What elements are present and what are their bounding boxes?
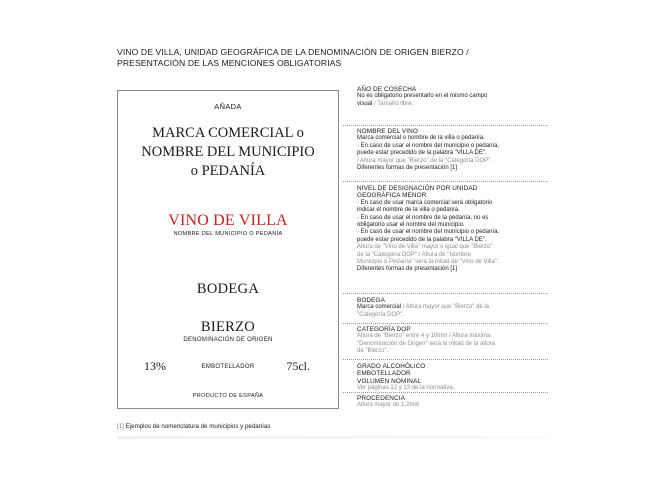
page-title-line-2: PRESENTACIÓN DE LAS MENCIONES OBLIGATORIAS (117, 58, 342, 68)
note-text: Diferentes formas de presentación [1] (357, 266, 458, 273)
note-text: · En caso de usar el nombre de la pedanía, no es (357, 214, 489, 221)
label-brand-line-1: MARCA COMERCIAL o (152, 125, 304, 141)
label-volume: 75cl. (286, 359, 310, 373)
note-spec: / Altura mayor que "Bierzo" de la (402, 304, 489, 311)
note-text: · En caso de usar el nombre del municipio o pedanía, (357, 142, 500, 149)
note-spec: Altura de "Vino de Villa" mayor o igual que "Bierzo" (357, 244, 493, 251)
note-spec: de "Bierzo". (357, 348, 389, 355)
note-text: obligatorio usar el nombre del municipio. (357, 222, 465, 229)
note-spec: / Altura mayor que "Bierzo" de la "Categoría DOP". (357, 157, 492, 164)
note-heading: GRADO ALCOHÓLICO (357, 363, 426, 370)
note-text: indicar el nombre de la villa o pedanía. (357, 207, 460, 214)
note-heading: VOLUMEN NOMINAL (357, 377, 421, 385)
note-text: · En caso de usar el nombre del municipio o pedanía, (357, 229, 500, 236)
page-title-line-1: VINO DE VILLA, UNIDAD GEOGRÁFICA DE LA DENOMINACIÓN DE ORIGEN BIERZO / (117, 47, 469, 57)
note-spec: "Denominación de Origen" será la mitad de la altura (357, 340, 495, 347)
label-alcohol: 13% (144, 359, 166, 373)
note-heading: CATEGORÍA DOP (357, 326, 411, 333)
note-text: visual (357, 100, 375, 107)
note-heading: NIVEL DE DESIGNACIÓN POR UNIDAD (357, 185, 478, 192)
label-brand-name (118, 124, 338, 181)
label-bierzo: BIERZO (200, 319, 256, 335)
label-vino-de-villa: VINO DE VILLA (168, 212, 288, 229)
note-procedencia (343, 393, 548, 415)
note-spec: de la "Categoría DOP" / Altura de "Nombre (357, 251, 471, 258)
page-title (117, 47, 537, 69)
note-text: puede estar precedido de la palabra "VILLA DE". (357, 236, 487, 243)
note-spec: Municipio o Pedanía" será la mitad de "Vino de Villa". (357, 259, 499, 266)
note-grado-alcoholico (343, 360, 548, 393)
note-spec: Ver páginas 12 y 13 de la normativa. (357, 385, 455, 392)
footnote-mark: [1] (117, 423, 124, 430)
note-text: · En caso de usar marca comercial será obligatorio (357, 199, 493, 206)
note-spec: Altura mayor de 1,2mm (357, 402, 420, 409)
label-municipio-subtitle: NOMBRE DEL MUNICIPIO O PEDANÍA (173, 231, 283, 237)
note-heading: NOMBRE DEL VINO (357, 128, 418, 135)
label-producto: PRODUCTO DE ESPAÑA (192, 393, 264, 399)
label-dop: DENOMINACIÓN DE ORIGEN (183, 337, 273, 343)
note-ano-cosecha (343, 86, 548, 126)
note-text: No es obligatorio presentarlo en el mismo campo (357, 93, 488, 100)
page-fold-shadow (117, 436, 547, 439)
label-brand-line-2: NOMBRE DEL MUNICIPIO (141, 144, 315, 160)
footnote (117, 423, 270, 430)
note-spec: "Categoría DOP". (357, 311, 404, 318)
note-heading: GEOGRÁFICA MENOR (357, 192, 427, 200)
note-heading: BODEGA (357, 297, 385, 304)
note-spec: / Tamaño libre. (374, 100, 414, 107)
note-nivel-designacion (343, 182, 548, 294)
footnote-text: Ejemplos de nomenclatura de municipios y pedanías (125, 423, 271, 430)
label-anada: AÑADA (214, 102, 242, 111)
label-brand-line-3: o PEDANÍA (190, 163, 266, 179)
label-embotellador: EMBOTELLADOR (201, 364, 255, 370)
note-heading: EMBOTELLADOR (357, 370, 411, 378)
note-heading: AÑO DE COSECHA (357, 86, 417, 93)
wine-label-mockup (117, 90, 339, 409)
note-text: Marca comercial (357, 304, 403, 311)
note-spec: Altura de "Bierzo" entre 4 y 10mm / Altura máxima (357, 333, 491, 340)
label-bodega: BODEGA (196, 281, 260, 297)
note-text: puede estar precedido de la palabra "VILLA DE". (357, 150, 487, 157)
note-text: Diferentes formas de presentación [1] (357, 165, 458, 172)
note-nombre-vino (343, 126, 548, 182)
note-heading: PROCEDENCIA (357, 395, 405, 402)
note-bodega (343, 294, 548, 324)
note-text: Marca comercial o nombre de la villa o pedanía. (357, 135, 485, 142)
note-categoria-dop (343, 324, 548, 360)
